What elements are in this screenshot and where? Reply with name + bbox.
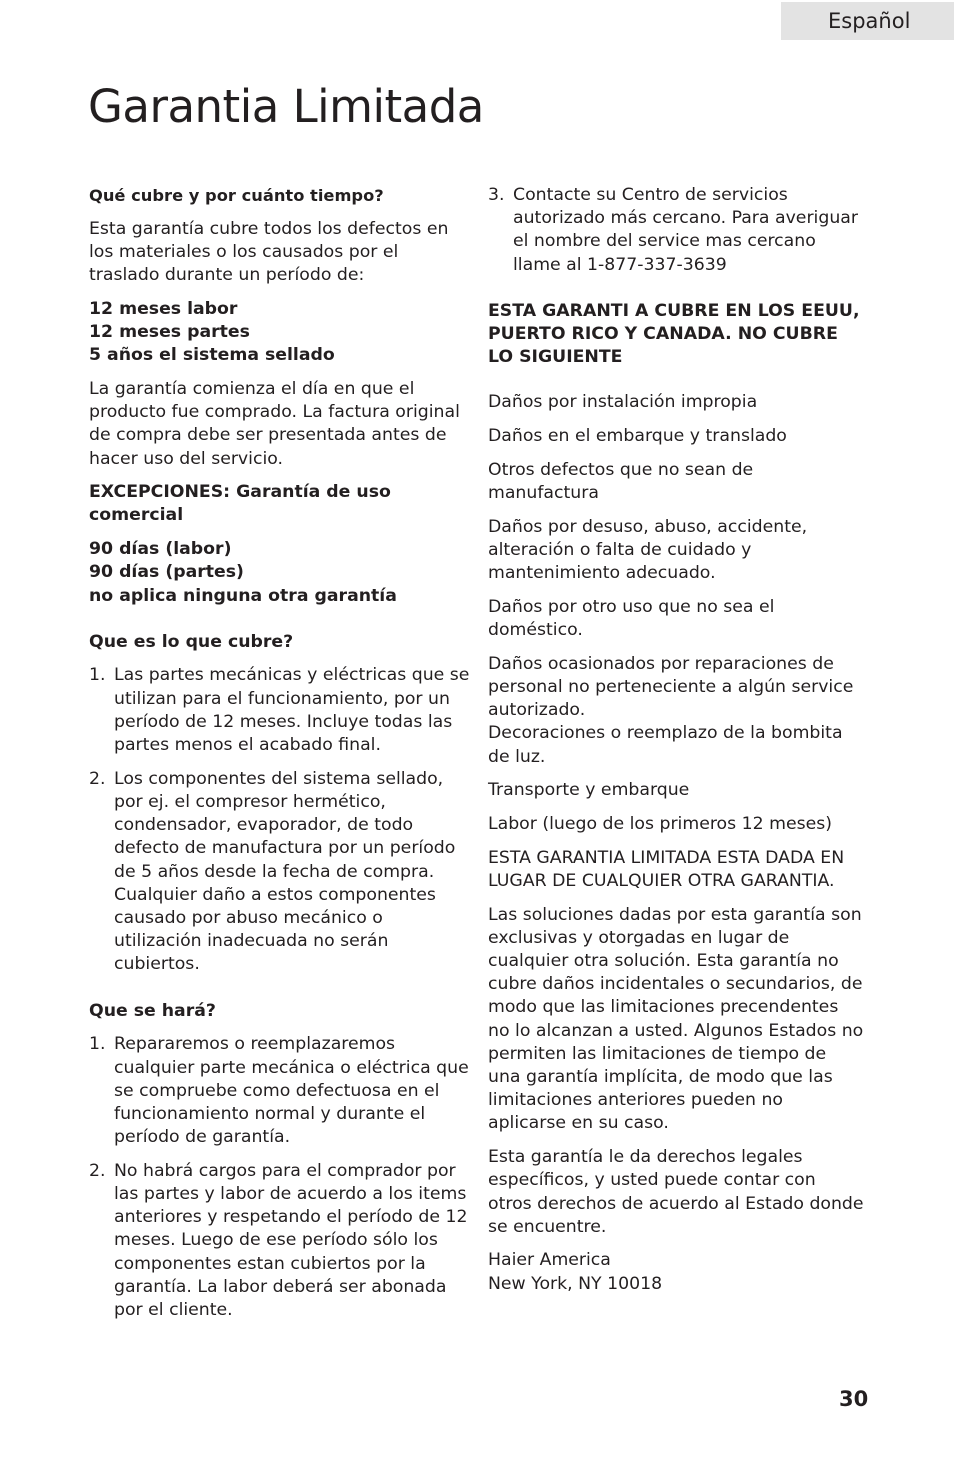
company-address <box>488 1249 864 1295</box>
repairs-line: Daños ocasionados por reparaciones de personal no perteneciente a algún service autorizado. <box>488 653 854 721</box>
heading-coverage-time: Qué cubre y por cuánto tiempo? <box>89 186 384 205</box>
list-number: 1. <box>89 665 106 686</box>
page-number: 30 <box>839 1387 869 1411</box>
not-covered-item: Daños por otro uso que no sea el doméstico. <box>488 596 775 641</box>
not-covered-item: Otros defectos que no sean de manufactura <box>488 459 754 504</box>
list-item <box>89 1033 471 1149</box>
exception-no-other: no aplica ninguna otra garantía <box>89 585 397 606</box>
list-text: Los componentes del sistema sellado, por ej. el compresor hermético, condensador, evaporador, de todo defecto de manufactura por un período de 5 años desde la fecha de compra. Cualquier daño a estos componentes causado por abuso mecánico o utilización inadecuada no serán cubiertos. <box>114 768 456 975</box>
exception-labor: 90 días (labor) <box>89 539 232 560</box>
decor-line: Decoraciones o reemplazo de la bombita de luz. <box>488 723 843 767</box>
actions-list <box>89 1033 471 1322</box>
covers-list <box>89 664 471 976</box>
page-title: Garantia Limitada <box>88 80 484 133</box>
list-text: Las partes mecánicas y eléctricas que se utilizan para el funcionamiento, por un período de 12 meses. Incluye todas las partes menos el acabado final. <box>114 665 470 756</box>
labor-text: Labor (luego de los primeros 12 meses) <box>488 813 832 834</box>
list-item <box>89 1160 471 1322</box>
list-item <box>488 184 864 277</box>
list-number: 1. <box>89 1034 106 1055</box>
company-name: Haier America <box>488 1250 611 1271</box>
list-text: Contacte su Centro de servicios autorizado más cercano. Para averiguar el nombre del service mas cercano llame al 1-877-337-3639 <box>513 185 858 275</box>
left-column <box>89 184 471 1333</box>
not-covered-item: Daños por desuso, abuso, accidente, alteración o falta de cuidado y mantenimiento adecuado. <box>488 516 808 584</box>
term-labor: 12 meses labor <box>89 298 238 319</box>
address-line: New York, NY 10018 <box>488 1273 663 1294</box>
solutions-text: Las soluciones dadas por esta garantía son exclusivas y otorgadas en lugar de cualquier otra solución. Esta garantía no cubre daños incidentales o secundarios, de modo que las limitaciones precendentes no lo alcanzan a usted. Algunos Estados no permiten las limitaciones de tiempo de una garantía implícita, de modo que las limitaciones anteriores pueden no aplicarse en su caso. <box>488 904 864 1134</box>
limited-warranty-text: ESTA GARANTIA LIMITADA ESTA DADA EN LUGAR DE CUALQUIER OTRA GARANTIA. <box>488 847 845 891</box>
rights-text: Esta garantía le da derechos legales específicos, y usted puede contar con otros derechos de acuerdo al Estado donde se encuentre. <box>488 1147 864 1237</box>
right-column <box>488 184 864 1306</box>
list-number: 2. <box>89 1160 106 1181</box>
term-sealed-system: 5 años el sistema sellado <box>89 345 335 366</box>
heading-what-done: Que se hará? <box>89 1000 216 1021</box>
list-item <box>89 768 471 977</box>
heading-what-covers: Que es lo que cubre? <box>89 631 294 652</box>
repairs-text <box>488 653 864 769</box>
list-number: 3. <box>488 185 505 205</box>
not-covered-item: Daños en el embarque y translado <box>488 426 787 447</box>
coverage-description: Esta garantía cubre todos los defectos en los materiales o los causados por el traslado durante un período de: <box>89 218 449 286</box>
list-text: No habrá cargos para el comprador por las partes y labor de acuerdo a los items anteriores y respetando el período de 12 meses. Luego de ese período sólo los componentes estan cubiertos por la garantía. La labor deberá ser abonada por el cliente. <box>114 1160 468 1321</box>
transport-text: Transporte y embarque <box>488 780 690 801</box>
heading-not-covered: ESTA GARANTI A CUBRE EN LOS EEUU, PUERTO RICO Y CANADA. NO CUBRE LO SIGUIENTE <box>488 300 860 368</box>
coverage-start-text: La garantía comienza el día en que el producto fue comprado. La factura original de compra debe ser presentada antes de hacer uso del servicio. <box>89 378 460 469</box>
list-text: Repararemos o reemplazaremos cualquier parte mecánica o eléctrica que se compruebe como defectuosa en el funcionamiento normal y durante el período de garantía. <box>114 1034 469 1148</box>
language-tab: Español <box>781 2 954 40</box>
exception-terms <box>89 538 471 608</box>
list-item <box>89 664 471 757</box>
not-covered-item: Daños por instalación impropia <box>488 392 758 413</box>
exception-parts: 90 días (partes) <box>89 562 244 583</box>
actions-list-continued <box>488 184 864 277</box>
heading-exceptions: EXCEPCIONES: Garantía de uso comercial <box>89 482 391 526</box>
list-number: 2. <box>89 768 106 789</box>
coverage-terms <box>89 298 471 368</box>
term-parts: 12 meses partes <box>89 322 250 343</box>
